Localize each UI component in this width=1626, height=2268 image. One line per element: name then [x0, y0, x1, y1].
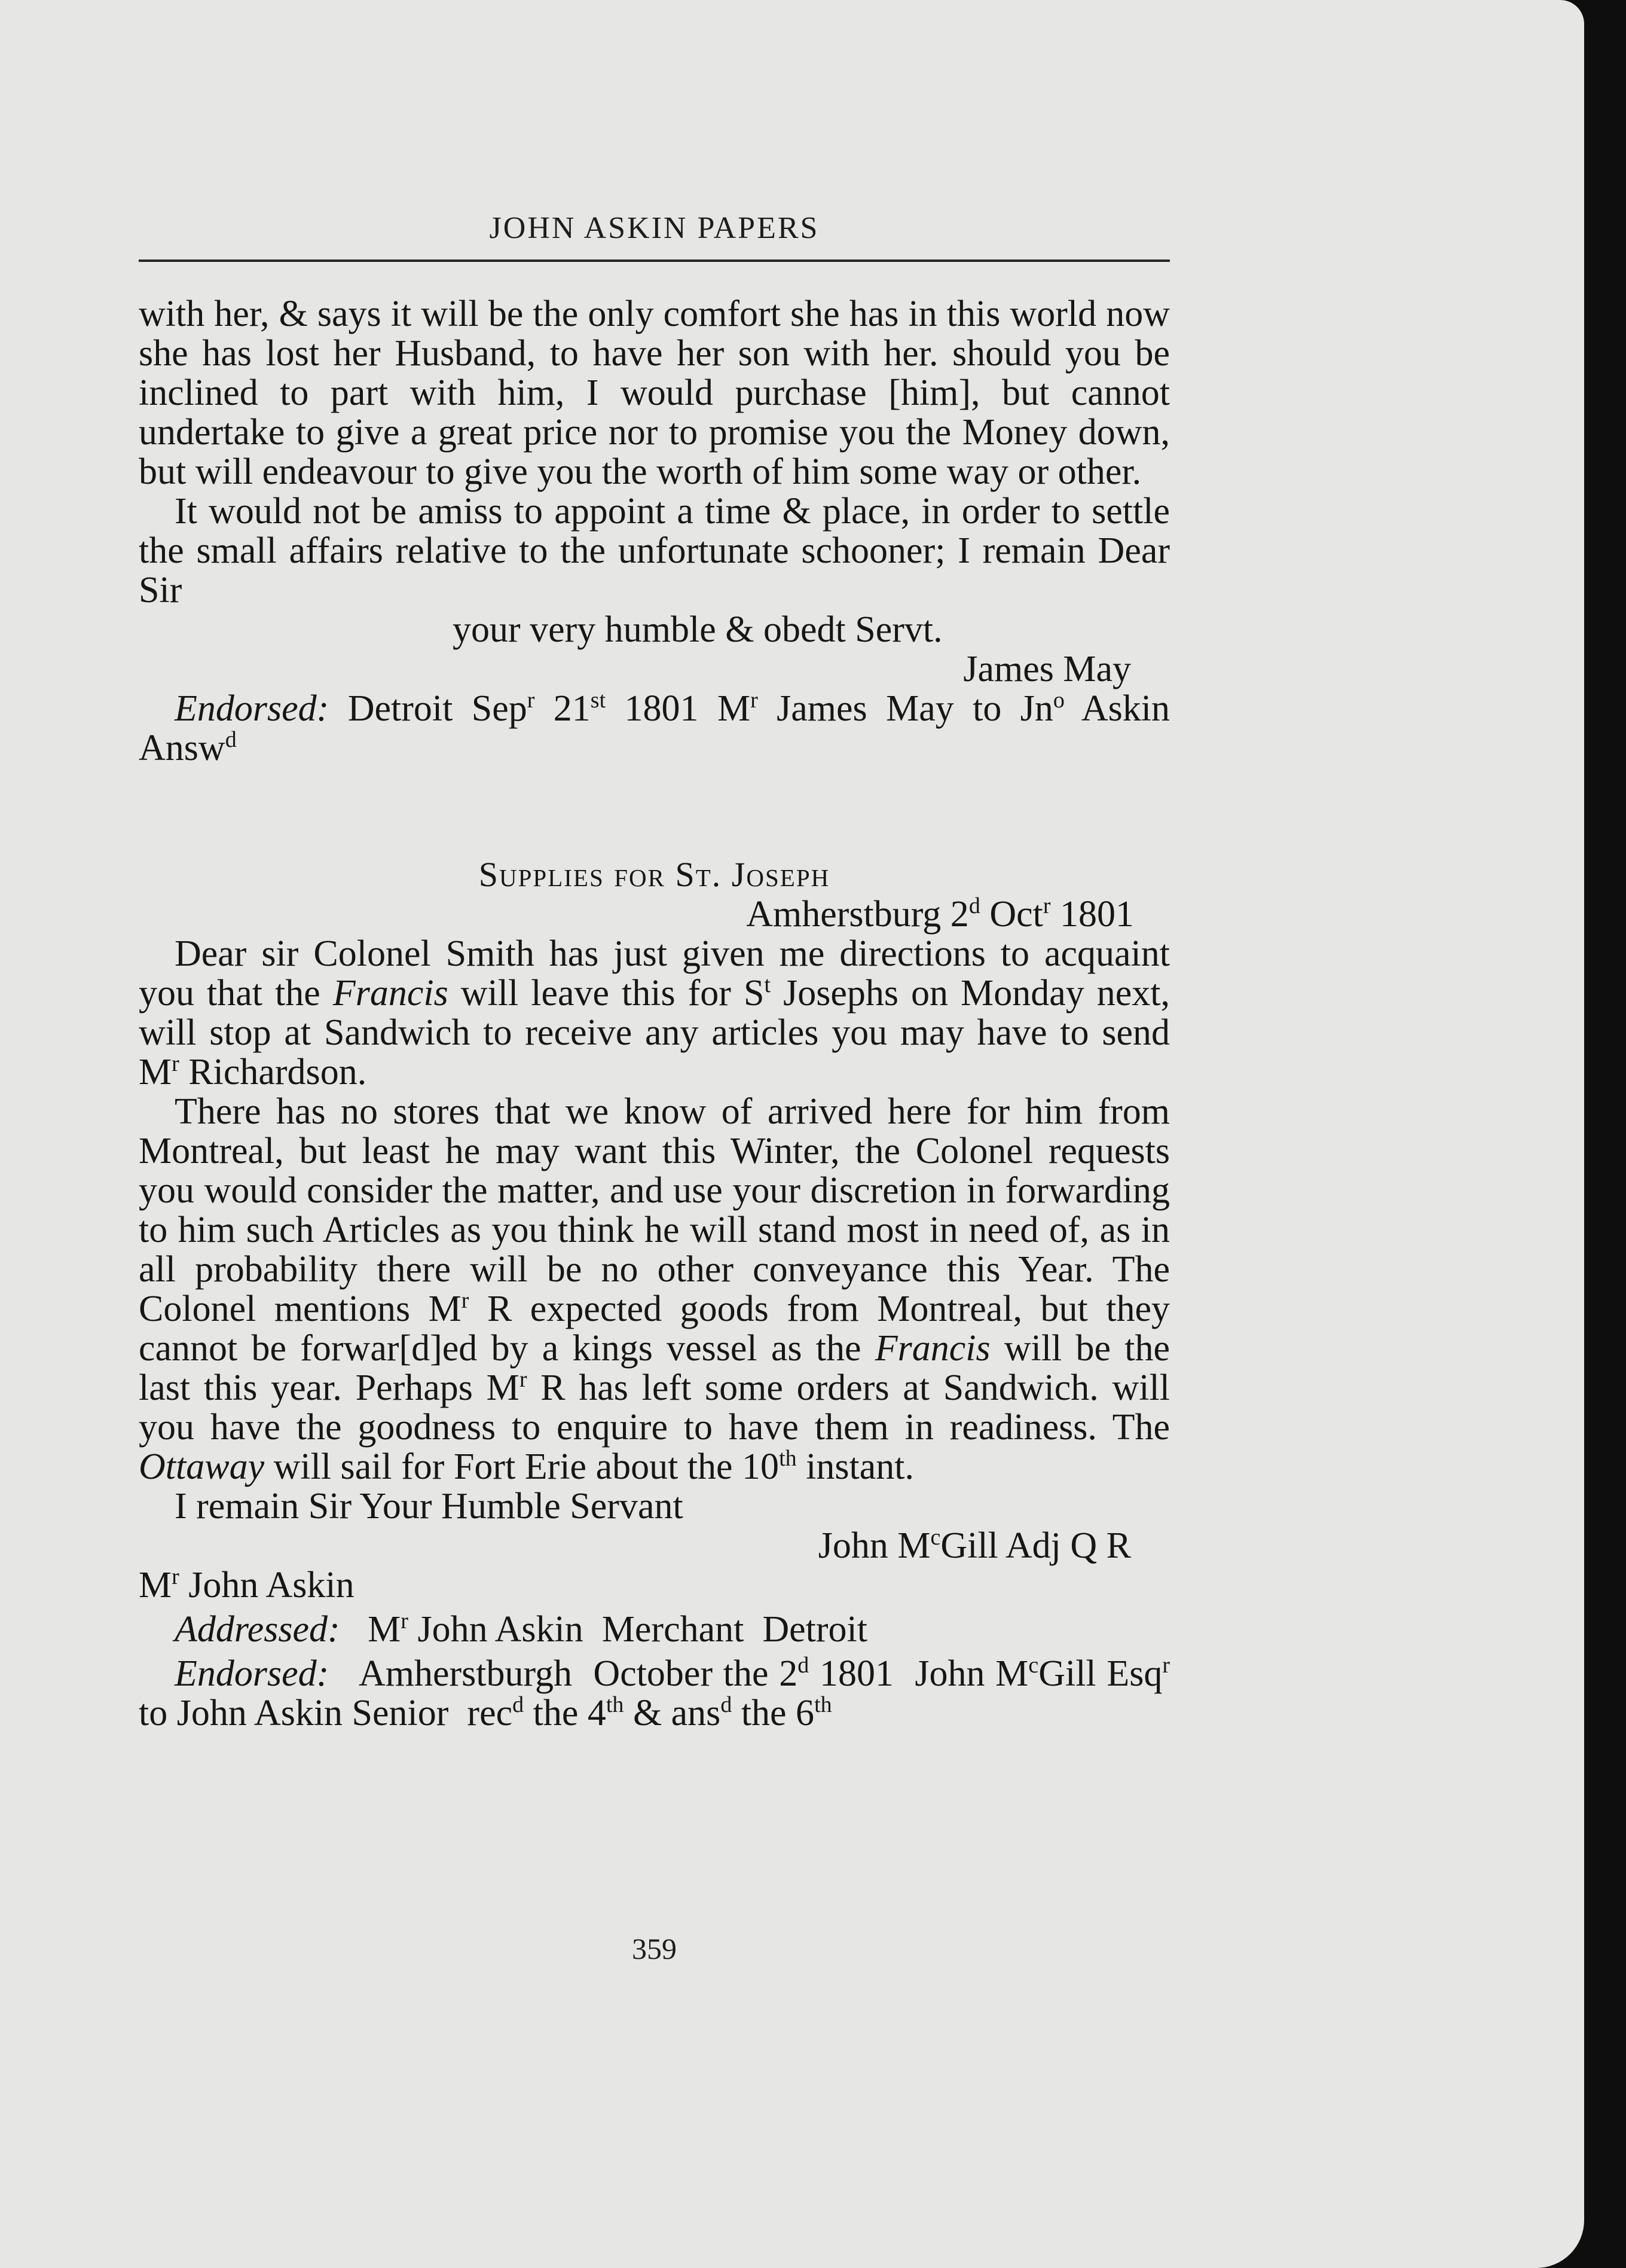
- letter2-signature: John $M^cGill$ Adj Q R: [818, 1525, 1131, 1566]
- header-rule: [139, 260, 1170, 262]
- ship-name: Ottaway: [139, 1446, 265, 1487]
- letter2-paragraph-2: There has no stores that we know of arrived here for him from Montreal, but least he may want this Winter, the Colonel requests you would consider the matter, and use your discretion in forwarding to him such Articles as you think he will stand most in need of, as in all probability there will be no other conveyance this Year. The Colonel mentions $M^r$ R expected goods from Montreal, but they cannot be forwar[d]ed by a kings vessel as the Francis will be the last this year. Perhaps $M^r$ R has left some orders at Sandwich. will you have the goodness to enquire to have them in readiness. The Ottaway will sail for Fort Erie about the 10th instant.: [139, 1091, 1170, 1487]
- endorsed-label: Endorsed:: [175, 688, 329, 729]
- letter1-paragraph-1: with her, & says it will be the only comfort she has in this world now she has lost her Husband, to have her son with her. should you be inclined to part with him, I would purchase [him], but cannot undertake to give a great price nor to promise you the Money down, but will endeavour to give you the worth of him some way or other.: [139, 294, 1170, 492]
- letter2-closing: I remain Sir Your Humble Servant: [175, 1486, 683, 1527]
- letter2-endorsement: Endorsed: Amherstburgh October the 2$^d$ 1801 John $M^cGill$ Esq$^r$ to John Askin Senior rec$^d$ the 4th & ans$^d$ the 6th: [139, 1653, 1179, 1733]
- letter-james-may: [139, 294, 1170, 768]
- letter1-paragraph-2: It would not be amiss to appoint a time & place, in order to settle the small affairs relative to the unfortunate schooner; I remain Dear Sir: [139, 491, 1170, 611]
- section-heading: Supplies for St. Joseph: [478, 855, 830, 894]
- letter1-signature: James May: [963, 649, 1131, 689]
- running-header: JOHN ASKIN PAPERS: [489, 211, 820, 245]
- letter-john-mcgill: [139, 855, 1179, 1733]
- page-number: 359: [632, 1932, 677, 1965]
- letter1-endorsement: Endorsed: Detroit Sep$^r$ 21st 1801 $M^r$ James May to Jn$^o$ Askin Answ$^d$: [139, 688, 1170, 768]
- letter2-addressee: $M^r$ John Askin: [139, 1564, 354, 1605]
- letter2-dateline: Amherstburg 2$^d$ Oct$^r$ 1801: [746, 893, 1134, 935]
- letter2-address-note: Addressed: $M^r$ John Askin Merchant Detroit: [175, 1608, 867, 1650]
- ship-name: Francis: [332, 973, 448, 1014]
- ship-name: Francis: [875, 1328, 991, 1369]
- letter1-closing: your very humble & obedt Servt.: [453, 609, 943, 650]
- letter2-paragraph-1: Dear sir Colonel Smith has just given me directions to acquaint you that the Francis will leave this for $S^t$ Josephs on Monday next, will stop at Sandwich to receive any articles you may have to send $M^r$ Richardson.: [139, 933, 1170, 1092]
